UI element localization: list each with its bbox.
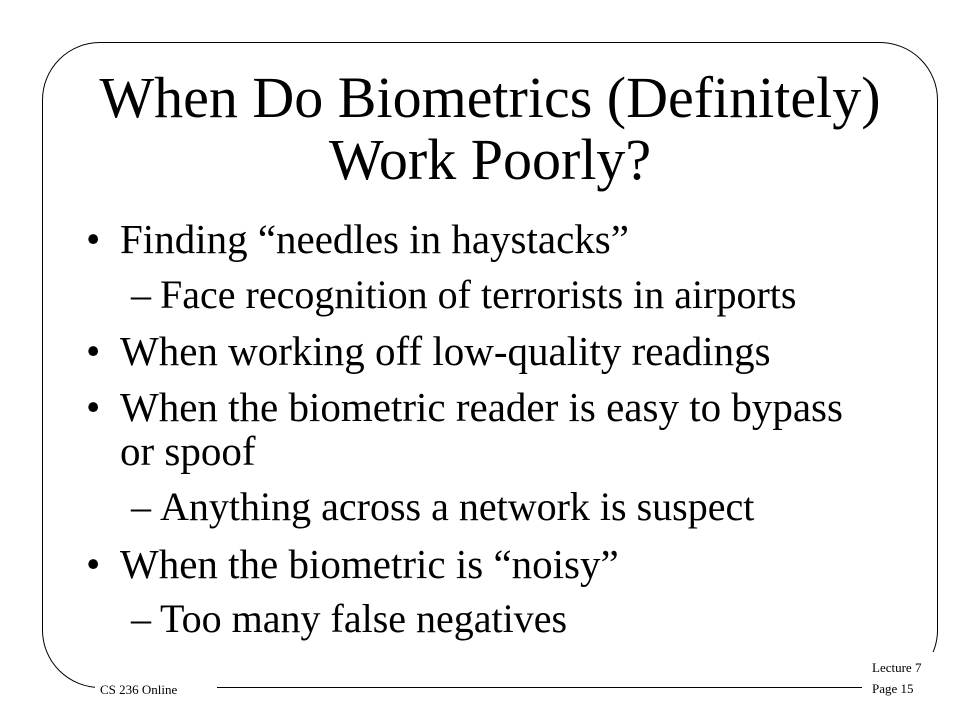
footer-page-info: [862, 652, 948, 704]
bullet-text: When working off low-quality readings: [120, 328, 771, 374]
sub-bullet-marker: –: [131, 272, 151, 317]
sub-bullet-marker: –: [131, 484, 151, 529]
sub-bullet-marker: –: [131, 596, 151, 641]
footer-page-number: Page 15: [872, 681, 914, 696]
sub-bullet-text: Too many false negatives: [160, 596, 568, 641]
bullet-item: [86, 329, 872, 373]
sub-bullet-text: Anything across a network is suspect: [160, 484, 755, 529]
bullet-text: Finding “needles in haystacks”: [120, 216, 629, 262]
slide-title-line: When Do Biometrics (Definitely): [99, 65, 881, 130]
bullet-marker: •: [86, 216, 101, 262]
bullet-marker: •: [86, 328, 101, 374]
bullet-item: [86, 385, 872, 473]
sub-bullet-item: [131, 273, 880, 317]
bullet-marker: •: [86, 384, 101, 430]
sub-bullet-text: Face recognition of terrorists in airports: [160, 272, 797, 317]
sub-bullet-item: [131, 485, 880, 529]
bullet-text: When the biometric reader is easy to bypass or spoof: [120, 384, 843, 474]
bullet-item: [86, 542, 872, 586]
sub-bullet-item: [131, 597, 880, 641]
slide-title-line: Work Poorly?: [328, 127, 652, 192]
slide-title: [42, 67, 938, 191]
bullet-item: [86, 217, 872, 261]
bullet-text: When the biometric is “noisy”: [120, 541, 619, 587]
footer-course-label: CS 236 Online: [95, 678, 217, 702]
bullet-marker: •: [86, 541, 101, 587]
footer-lecture-label: Lecture 7: [872, 660, 922, 675]
